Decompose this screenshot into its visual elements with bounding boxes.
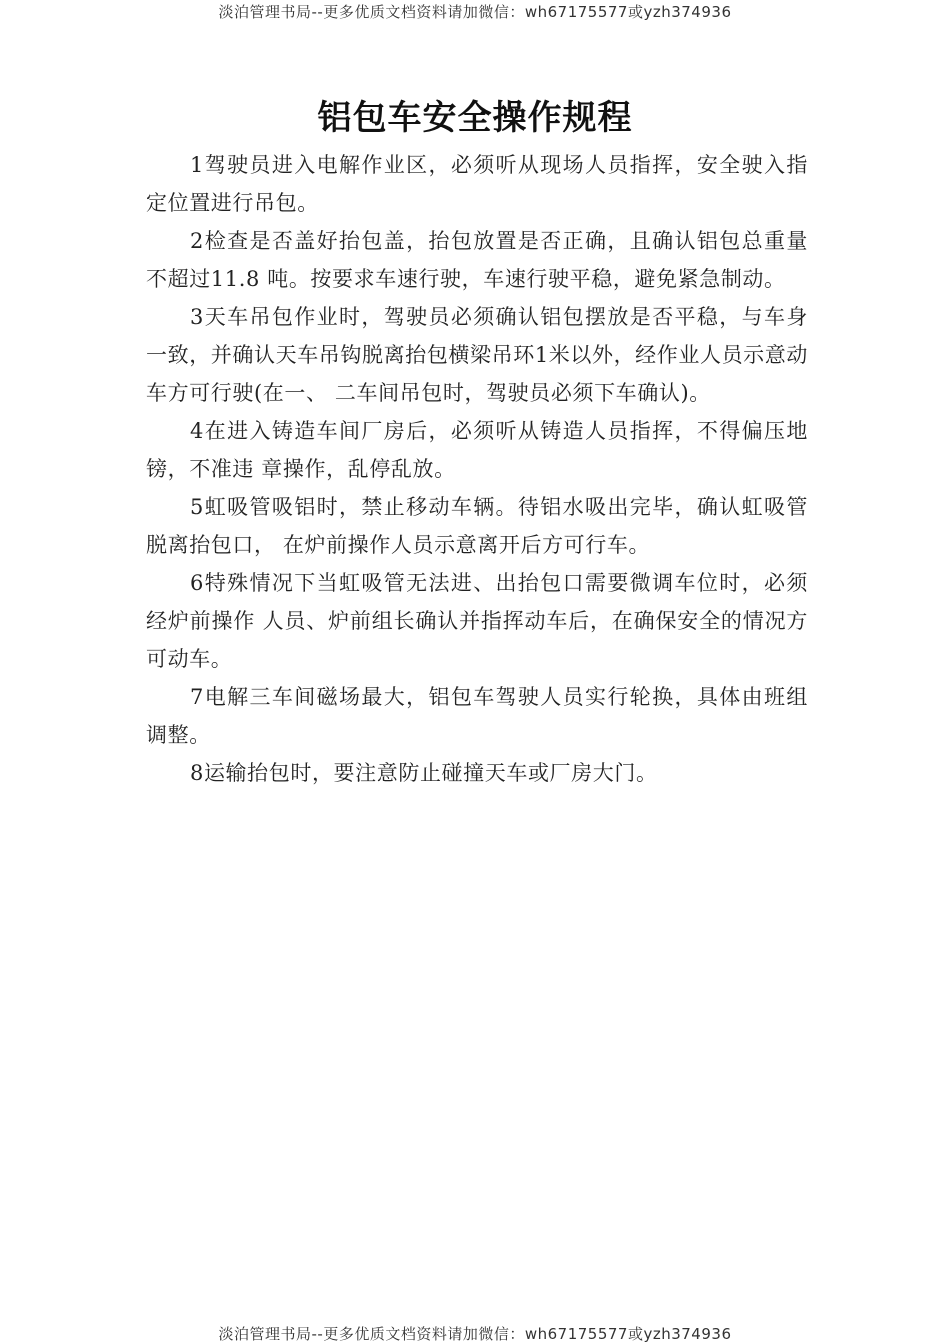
clause-7: 7电解三车间磁场最大，铝包车驾驶人员实行轮换，具体由班组调整。 <box>146 685 808 747</box>
clause-1: 1驾驶员进入电解作业区，必须听从现场人员指挥，安全驶入指定位置进行吊包。 <box>146 153 808 215</box>
document-body <box>146 146 808 792</box>
clause-5: 5虹吸管吸铝时，禁止移动车辆。待铝水吸出完毕，确认虹吸管脱离抬包口， 在炉前操作人员示意离开后方可行车。 <box>146 495 808 557</box>
clause-3: 3天车吊包作业时，驾驶员必须确认铝包摆放是否平稳，与车身一致，并确认天车吊钩脱离抬包横梁吊环1米以外，经作业人员示意动车方可行驶(在一、 二车间吊包时，驾驶员必须下车确认)。 <box>146 305 808 405</box>
clause-4: 4在进入铸造车间厂房后，必须听从铸造人员指挥，不得偏压地镑，不准违 章操作，乱停乱放。 <box>146 419 808 481</box>
clause-8: 8运输抬包时，要注意防止碰撞天车或厂房大门。 <box>190 761 658 785</box>
page-header-watermark: 淡泊管理书局--更多优质文档资料请加微信：wh67175577或yzh374936 <box>218 3 732 21</box>
clause-2: 2检查是否盖好抬包盖，抬包放置是否正确，且确认铝包总重量不超过11.8 吨。按要求车速行驶，车速行驶平稳，避免紧急制动。 <box>146 229 808 291</box>
document-title: 铝包车安全操作规程 <box>317 98 633 138</box>
clause-6: 6特殊情况下当虹吸管无法进、出抬包口需要微调车位时，必须经炉前操作 人员、炉前组长确认并指挥动车后，在确保安全的情况方可动车。 <box>146 571 808 671</box>
page-footer-watermark: 淡泊管理书局--更多优质文档资料请加微信：wh67175577或yzh374936 <box>218 1325 732 1343</box>
